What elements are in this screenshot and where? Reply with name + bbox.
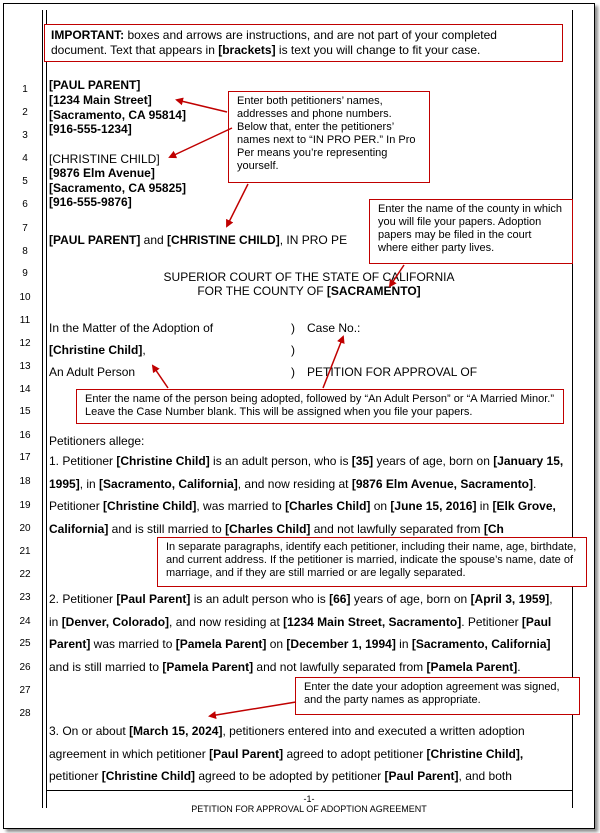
- petitioner1-phone: [916-555-1234]: [49, 122, 132, 136]
- paragraph-1: 1. Petitioner [Christine Child] is an adult person, who is [35] years of age, born on [January 15, 1995], in [Sacramento, California], and now residing at [9876 Elm Avenue, Sacramento]. Petitioner [Christine Child], was married to [Charles Child] on [June 15, 2016] in [Elk Grove, California] and is still married to [Charles Child] and not lawfully separated from [Ch: [49, 454, 564, 536]
- line-number: 23: [19, 592, 31, 603]
- line-number: 7: [22, 223, 28, 234]
- arrow-to-petitioner2: [170, 128, 232, 157]
- line-number: 26: [19, 662, 31, 673]
- line-number: 14: [19, 384, 31, 395]
- arrow-to-case-number: [323, 337, 343, 388]
- petitioner2-city: [Sacramento, CA 95825]: [49, 181, 186, 195]
- instruction-agreement-box: Enter the date your adoption agreement was signed, and the party names as appropriate.: [295, 677, 580, 715]
- line-number: 27: [19, 685, 31, 696]
- court-line1: SUPERIOR COURT OF THE STATE OF CALIFORNIA: [163, 270, 455, 284]
- line-number: 24: [19, 616, 31, 627]
- line-number: 22: [19, 569, 31, 580]
- caption-adult: An Adult Person: [49, 365, 136, 379]
- arrow-to-petitioner1: [177, 100, 227, 112]
- line-number: 1: [22, 84, 28, 95]
- paragraph-2: 2. Petitioner [Paul Parent] is an adult person who is [66] years of age, born on [April 3, 1959], in [Denver, Colorado], and now residing at [1234 Main Street, Sacramento]. Petitioner [Paul Parent] was married to [Pamela Parent] on [December 1, 1994] in [Sacramento, California] and is still married to [Pamela Parent] and not lawfully separated from [Pamela Parent].: [49, 592, 553, 674]
- line-number: 15: [19, 406, 31, 417]
- line-number: 18: [19, 476, 31, 487]
- caption-paren-3: ): [291, 365, 295, 379]
- case-number-label: Case No.:: [307, 321, 361, 335]
- line-number: 12: [19, 338, 31, 349]
- petitioners-allege: Petitioners allege:: [49, 434, 145, 448]
- line-number: 9: [22, 268, 28, 279]
- line-number: 4: [22, 153, 28, 164]
- petitioner1-name: [PAUL PARENT]: [49, 78, 141, 92]
- line-number: 21: [19, 546, 31, 557]
- arrow-to-pro-per: [227, 184, 248, 226]
- line-number: 19: [19, 500, 31, 511]
- caption-matter: In the Matter of the Adoption of: [49, 321, 214, 335]
- petitioner2-name: [CHRISTINE CHILD]: [49, 152, 160, 166]
- important-note-box: IMPORTANT: boxes and arrows are instructions, and are not part of your completed document. Text that appears in [brackets] is text you will change to fit your case.: [44, 24, 563, 62]
- petitioner2-street: [9876 Elm Avenue]: [49, 166, 155, 180]
- petitioner1-city: [Sacramento, CA 95814]: [49, 108, 186, 122]
- paragraph-3: 3. On or about [March 15, 2024], petitioners entered into and executed a written adoption agreement in which petitioner [Paul Parent] agreed to adopt petitioner [Christine Child], petitioner [Christine Child] agreed to be adopted by petitioner [Paul Parent], and both: [49, 724, 525, 784]
- line-number: 11: [19, 315, 31, 326]
- arrow-to-agreement: [210, 702, 296, 716]
- instruction-county-box: Enter the name of the county in which you will file your papers. Adoption papers may be filed in the court where either party lives.: [369, 199, 573, 264]
- line-number: 10: [19, 292, 31, 303]
- instruction-adoptee-box: Enter the name of the person being adopted, followed by “An Adult Person” or “A Married Minor.” Leave the Case Number blank. This will be assigned when you file your papers.: [76, 389, 564, 424]
- arrow-to-county: [390, 265, 404, 286]
- line-number: 25: [19, 638, 31, 649]
- line-number: 17: [19, 452, 31, 463]
- footer-page-number: -1-: [303, 794, 315, 804]
- line-number: 2: [22, 107, 28, 118]
- line-number: 20: [19, 523, 31, 534]
- caption-adoptee: [Christine Child],: [49, 343, 146, 357]
- line-number: 16: [19, 430, 31, 441]
- instruction-paragraphs-box: In separate paragraphs, identify each petitioner, including their name, age, birthdate, and current address. If the petitioner is married, indicate the spouse’s name, date of marriage, and if they are still married or are legally separated.: [157, 537, 587, 587]
- footer-title: PETITION FOR APPROVAL OF ADOPTION AGREEMENT: [191, 804, 427, 814]
- important-label: IMPORTANT:: [51, 28, 125, 42]
- arrow-to-adoptee: [153, 366, 168, 388]
- line-number: 6: [22, 199, 28, 210]
- court-line2: FOR THE COUNTY OF [SACRAMENTO]: [197, 284, 421, 298]
- petitioner2-phone: [916-555-9876]: [49, 195, 132, 209]
- caption-paren-1: ): [291, 321, 295, 335]
- line-number: 3: [22, 130, 28, 141]
- line-number: 13: [19, 361, 31, 372]
- instruction-names-box: Enter both petitioners’ names, addresses and phone numbers. Below that, enter the petitioners’ names next to “IN PRO PER.” In Pro Per means you’re representing yourself.: [228, 91, 430, 183]
- line-number: 28: [19, 708, 31, 719]
- petitioner1-street: [1234 Main Street]: [49, 93, 152, 107]
- footer-rule: [46, 790, 572, 791]
- caption-paren-2: ): [291, 343, 295, 357]
- line-number: 8: [22, 246, 28, 257]
- pro-per-line: [PAUL PARENT] and [CHRISTINE CHILD], IN PRO PE: [49, 233, 348, 247]
- line-number: 5: [22, 176, 28, 187]
- petition-title: PETITION FOR APPROVAL OF: [307, 365, 478, 379]
